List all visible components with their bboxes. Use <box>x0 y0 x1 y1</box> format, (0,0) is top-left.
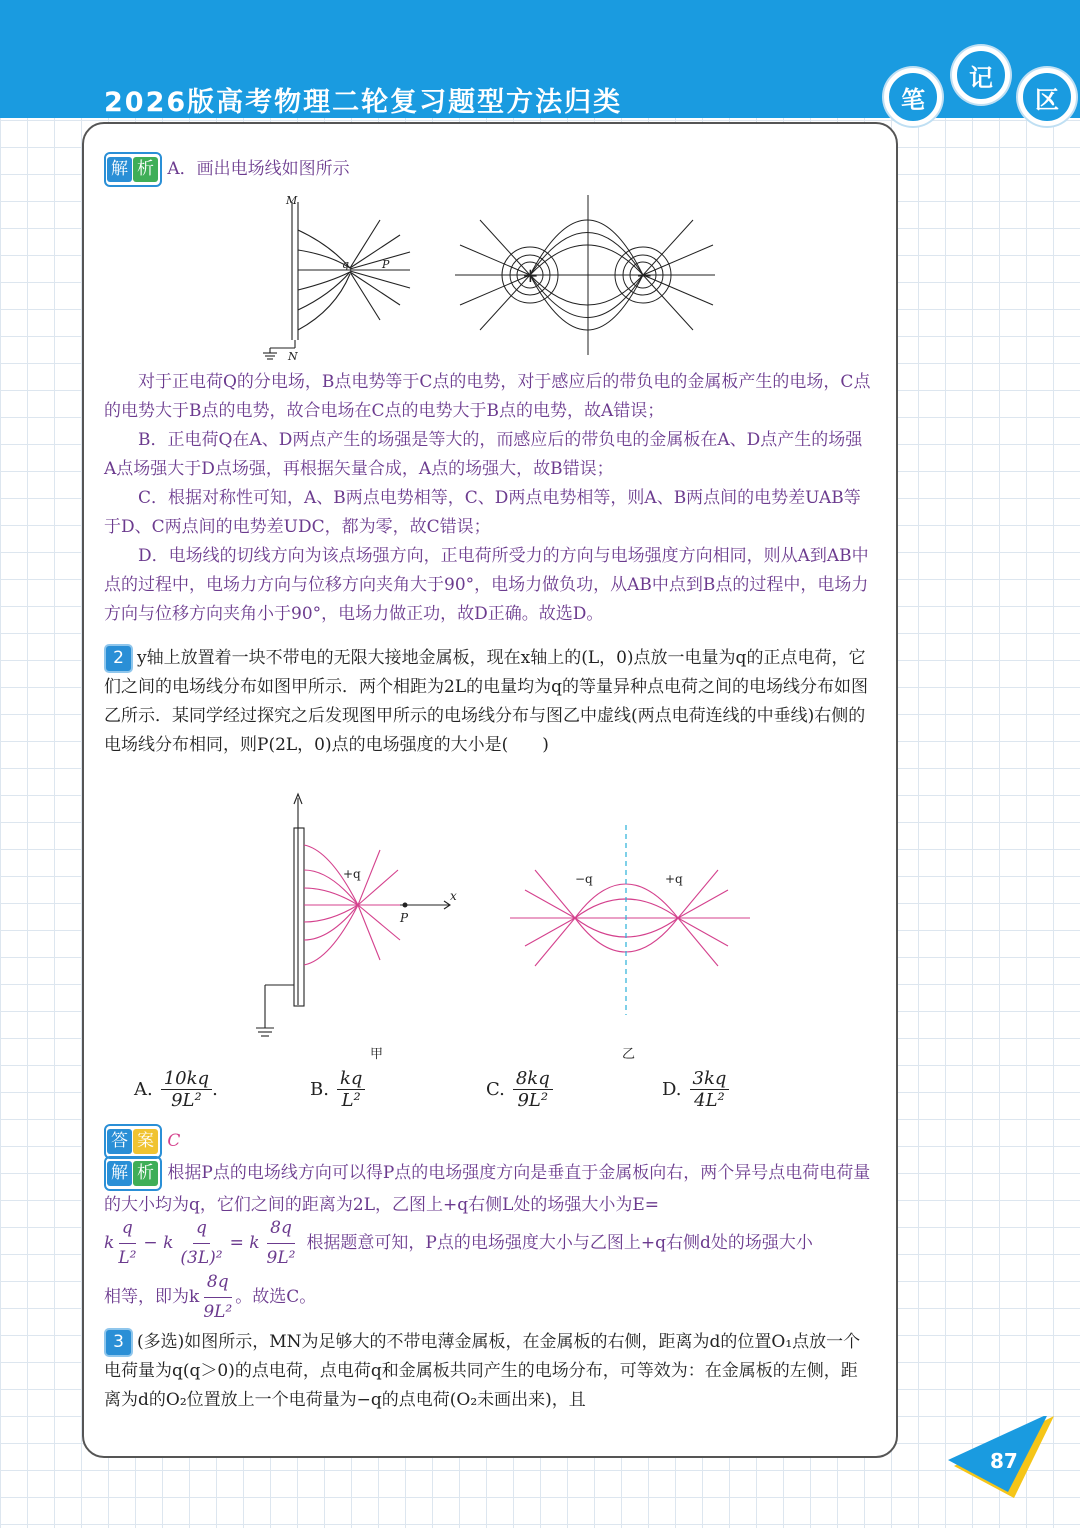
option-A[interactable]: A. $\frac{10kq}{\text{9L²}}$ . <box>134 1068 218 1111</box>
question-3 <box>104 1328 874 1415</box>
option-B[interactable]: B. $\frac{kq}{\text{L²}}$ <box>310 1068 365 1111</box>
figure-2-right-lines <box>510 870 750 966</box>
analysis1-header <box>104 152 874 187</box>
option-C[interactable]: C. $\frac{8kq}{\text{9L²}}$ <box>486 1068 553 1111</box>
caption-jia: 甲 <box>370 1047 384 1062</box>
label-plus-q-left: +q <box>343 867 361 881</box>
analysis-tag-2: 解 析 <box>104 1156 162 1191</box>
question-2-text: y轴上放置着一块不带电的无限大接地金属板，现在x轴上的(L，0)点放一电量为q的正点电荷，它们之间的电场线分布如图甲所示．两个相距为2L的电量均为q的等量异种点电荷之间的电场线分布如图乙所示．某同学经过探究之后发现图甲所示的电场线分布与图乙中虚线(两点电荷连线的中垂线)右侧的电场线分布相同，则P(2L，0)点的电场强度的大小是( ) <box>104 648 868 755</box>
analysis1-paragraph-4: D．电场线的切线方向为该点场强方向，正电荷所受力的方向与电场强度方向相同，则从A到AB中点的过程中，电场力方向与位移方向夹角大于90°，电场力做负功，从AB中点到B点的过程中，电场力方向与位移方向夹角小于90°，电场力做正功，故D正确。故选D。 <box>104 546 869 624</box>
analysis1-paragraph-1: 对于正电荷Q的分电场，B点电势等于C点的电势，对于感应后的带负电的金属板产生的电场，C点的电势大于B点的电势，故合电场在C点的电势大于B点的电势，故A错误； <box>104 372 871 421</box>
label-plus-q-right: +q <box>665 872 683 886</box>
note-badge-2: 记 <box>952 46 1010 104</box>
analysis-tag: 解 析 <box>104 152 162 187</box>
analysis1-lead: A．画出电场线如图所示 <box>167 159 350 179</box>
answer-value: C <box>167 1131 181 1151</box>
analysis1-paragraph-3: C．根据对称性可知，A、B两点电势相等，C、D两点电势相等，则A、B两点间的电势差UAB等于D、C两点间的电势差UDC，都为零，故C错误； <box>104 488 861 537</box>
label-x-axis: x <box>450 889 457 903</box>
option-D[interactable]: D. $\frac{3kq}{\text{4L²}}$ <box>662 1068 729 1111</box>
analysis2-formula: k $\frac{q}{\text{L²}}$ − k $\frac{q}{\text{(3L)²}}$ = k $\frac{8q}{\text{9L²}}$ 根据题意可知，P点的电场强度大小与乙图上+q右侧d处的场强大小 <box>104 1214 874 1273</box>
question-3-text: (多选)如图所示，MN为足够大的不带电薄金属板，在金属板的右侧，距离为d的位置O₁点放一个电荷量为q(q＞0)的点电荷，点电荷q和金属板共同产生的电场分布，可等效为：在金属板的左侧，距离为d的O₂位置放上一个电荷量为−q的点电荷(O₂未画出来)，且 <box>104 1332 861 1410</box>
analysis2-line-1: 解 析 根据P点的电场线方向可以得P点的电场强度方向是垂直于金属板向右，两个异号点电荷电荷量的大小均为q，它们之间的距离为2L，乙图上+q右侧L处的场强大小为E= <box>104 1156 874 1220</box>
analysis1-paragraph-2: B．正电荷Q在A、D两点产生的场强是等大的，而感应后的带负电的金属板在A、D点产生的场强A点场强大于D点场强，再根据矢量合成，A点的场强大，故B错误； <box>104 430 863 479</box>
label-P: P <box>400 911 409 925</box>
label-minus-q: −q <box>575 872 593 886</box>
question-3-number: 3 <box>104 1328 133 1357</box>
figure-1-labels <box>285 194 390 363</box>
book-title: 2026版高考物理二轮复习题型方法归类 <box>104 87 623 118</box>
note-badge-1: 笔 <box>884 68 942 126</box>
positive-charge: + <box>522 263 539 287</box>
figure-1-field-lines <box>250 190 730 365</box>
question-2 <box>104 644 874 760</box>
svg-text:q: q <box>342 258 350 271</box>
svg-text:N: N <box>288 350 298 363</box>
caption-yi: 乙 <box>622 1047 636 1062</box>
page-number: 87 <box>990 1449 1018 1473</box>
point-P-marker <box>403 903 408 908</box>
question-2-number: 2 <box>104 644 133 673</box>
figure-2-field-lines <box>250 790 770 1040</box>
svg-text:P: P <box>382 258 390 271</box>
analysis2-line-3: 相等，即为k $\frac{8q}{\text{9L²}}$ 。故选C。 <box>104 1268 874 1327</box>
negative-charge: − <box>636 263 653 287</box>
figure-2-left-lines <box>304 845 400 965</box>
answer-tag: 答 案 <box>104 1124 162 1159</box>
answer-line <box>104 1124 874 1159</box>
note-badge-3: 区 <box>1018 68 1076 126</box>
svg-text:M: M <box>286 194 298 207</box>
